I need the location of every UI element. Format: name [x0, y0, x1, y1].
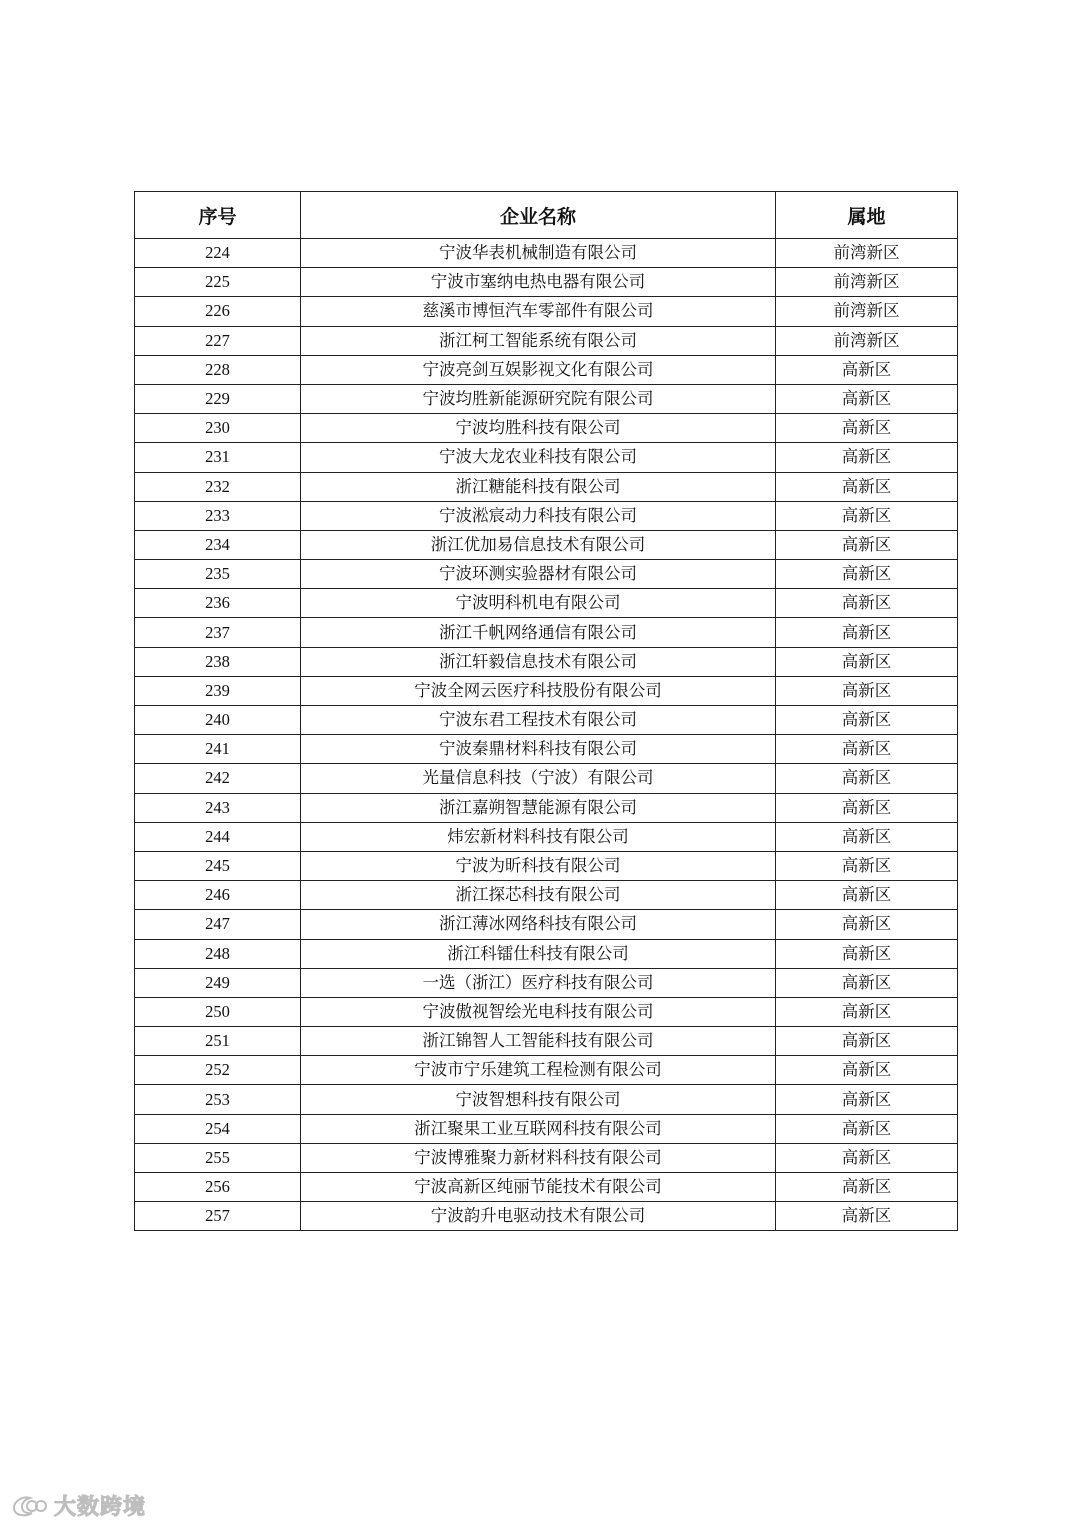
table-row — [135, 472, 958, 501]
row-seq-cell: 232 — [135, 472, 301, 501]
row-region-cell: 高新区 — [776, 851, 958, 880]
row-company-name-cell: 宁波淞宸动力科技有限公司 — [301, 501, 776, 530]
table-row — [135, 239, 958, 268]
row-company-name-cell: 宁波均胜新能源研究院有限公司 — [301, 384, 776, 413]
table-row — [135, 676, 958, 705]
row-region-cell: 高新区 — [776, 384, 958, 413]
row-company-name-cell: 浙江轩毅信息技术有限公司 — [301, 647, 776, 676]
row-company-name-cell: 浙江糖能科技有限公司 — [301, 472, 776, 501]
row-company-name-cell: 炜宏新材料科技有限公司 — [301, 822, 776, 851]
row-seq-cell: 230 — [135, 414, 301, 443]
row-seq-cell: 228 — [135, 355, 301, 384]
table-row — [135, 618, 958, 647]
row-company-name-cell: 宁波市塞纳电热电器有限公司 — [301, 268, 776, 297]
row-region-cell: 高新区 — [776, 414, 958, 443]
row-seq-cell: 240 — [135, 706, 301, 735]
table-row — [135, 443, 958, 472]
row-company-name-cell: 宁波傲视智绘光电科技有限公司 — [301, 997, 776, 1026]
row-company-name-cell: 宁波全网云医疗科技股份有限公司 — [301, 676, 776, 705]
table-row — [135, 647, 958, 676]
table-row — [135, 851, 958, 880]
row-company-name-cell: 浙江锦智人工智能科技有限公司 — [301, 1027, 776, 1056]
row-region-cell: 高新区 — [776, 1027, 958, 1056]
row-seq-cell: 224 — [135, 239, 301, 268]
row-region-cell: 高新区 — [776, 735, 958, 764]
row-company-name-cell: 宁波韵升电驱动技术有限公司 — [301, 1202, 776, 1231]
table-row — [135, 355, 958, 384]
row-company-name-cell: 浙江聚果工业互联网科技有限公司 — [301, 1114, 776, 1143]
row-seq-cell: 252 — [135, 1056, 301, 1085]
row-region-cell: 高新区 — [776, 1085, 958, 1114]
row-region-cell: 高新区 — [776, 793, 958, 822]
row-region-cell: 高新区 — [776, 443, 958, 472]
row-company-name-cell: 宁波亮剑互娱影视文化有限公司 — [301, 355, 776, 384]
enterprise-table — [134, 191, 958, 1231]
row-seq-cell: 234 — [135, 530, 301, 559]
row-seq-cell: 250 — [135, 997, 301, 1026]
table-row — [135, 560, 958, 589]
row-company-name-cell: 浙江优加易信息技术有限公司 — [301, 530, 776, 559]
row-seq-cell: 242 — [135, 764, 301, 793]
row-seq-cell: 237 — [135, 618, 301, 647]
table-row — [135, 384, 958, 413]
table-row — [135, 764, 958, 793]
table-row — [135, 1202, 958, 1231]
table-row — [135, 793, 958, 822]
row-seq-cell: 256 — [135, 1173, 301, 1202]
row-region-cell: 高新区 — [776, 647, 958, 676]
table-row — [135, 997, 958, 1026]
row-company-name-cell: 浙江柯工智能系统有限公司 — [301, 326, 776, 355]
header-region: 属地 — [776, 192, 958, 239]
row-region-cell: 高新区 — [776, 910, 958, 939]
row-region-cell: 前湾新区 — [776, 297, 958, 326]
row-region-cell: 高新区 — [776, 968, 958, 997]
row-company-name-cell: 浙江千帆网络通信有限公司 — [301, 618, 776, 647]
table-row — [135, 968, 958, 997]
row-company-name-cell: 宁波东君工程技术有限公司 — [301, 706, 776, 735]
header-name: 企业名称 — [301, 192, 776, 239]
row-seq-cell: 225 — [135, 268, 301, 297]
row-seq-cell: 254 — [135, 1114, 301, 1143]
row-company-name-cell: 宁波博雅聚力新材料科技有限公司 — [301, 1143, 776, 1172]
table-row — [135, 1027, 958, 1056]
table-row — [135, 1143, 958, 1172]
row-company-name-cell: 慈溪市博恒汽车零部件有限公司 — [301, 297, 776, 326]
watermark-text: 大数跨境 — [54, 1494, 147, 1520]
table-header-row — [135, 192, 958, 239]
row-company-name-cell: 宁波大龙农业科技有限公司 — [301, 443, 776, 472]
row-seq-cell: 229 — [135, 384, 301, 413]
row-region-cell: 前湾新区 — [776, 239, 958, 268]
row-seq-cell: 239 — [135, 676, 301, 705]
row-region-cell: 高新区 — [776, 706, 958, 735]
table-row — [135, 297, 958, 326]
row-seq-cell: 243 — [135, 793, 301, 822]
row-region-cell: 高新区 — [776, 618, 958, 647]
row-seq-cell: 249 — [135, 968, 301, 997]
row-seq-cell: 244 — [135, 822, 301, 851]
weibo-eye-icon — [10, 1492, 48, 1518]
row-company-name-cell: 宁波高新区纯丽节能技术有限公司 — [301, 1173, 776, 1202]
row-company-name-cell: 宁波均胜科技有限公司 — [301, 414, 776, 443]
row-seq-cell: 247 — [135, 910, 301, 939]
table-row — [135, 1056, 958, 1085]
row-region-cell: 高新区 — [776, 997, 958, 1026]
table-row — [135, 414, 958, 443]
row-region-cell: 高新区 — [776, 560, 958, 589]
row-seq-cell: 248 — [135, 939, 301, 968]
row-region-cell: 高新区 — [776, 764, 958, 793]
row-company-name-cell: 浙江嘉朔智慧能源有限公司 — [301, 793, 776, 822]
row-company-name-cell: 宁波为昕科技有限公司 — [301, 851, 776, 880]
table-row — [135, 910, 958, 939]
row-region-cell: 前湾新区 — [776, 268, 958, 297]
table-row — [135, 822, 958, 851]
table-row — [135, 1085, 958, 1114]
row-company-name-cell: 光量信息科技（宁波）有限公司 — [301, 764, 776, 793]
table-row — [135, 268, 958, 297]
row-company-name-cell: 宁波华表机械制造有限公司 — [301, 239, 776, 268]
table-row — [135, 706, 958, 735]
row-company-name-cell: 宁波明科机电有限公司 — [301, 589, 776, 618]
table-row — [135, 735, 958, 764]
row-region-cell: 高新区 — [776, 1173, 958, 1202]
row-seq-cell: 235 — [135, 560, 301, 589]
table-row — [135, 939, 958, 968]
row-region-cell: 高新区 — [776, 1143, 958, 1172]
table-row — [135, 589, 958, 618]
row-seq-cell: 241 — [135, 735, 301, 764]
row-region-cell: 高新区 — [776, 472, 958, 501]
row-seq-cell: 245 — [135, 851, 301, 880]
row-seq-cell: 227 — [135, 326, 301, 355]
row-company-name-cell: 浙江探芯科技有限公司 — [301, 881, 776, 910]
row-seq-cell: 233 — [135, 501, 301, 530]
row-region-cell: 高新区 — [776, 530, 958, 559]
table-row — [135, 1173, 958, 1202]
table-row — [135, 501, 958, 530]
table-row — [135, 1114, 958, 1143]
row-seq-cell: 236 — [135, 589, 301, 618]
row-region-cell: 高新区 — [776, 676, 958, 705]
row-seq-cell: 231 — [135, 443, 301, 472]
row-seq-cell: 255 — [135, 1143, 301, 1172]
row-company-name-cell: 宁波智想科技有限公司 — [301, 1085, 776, 1114]
row-region-cell: 高新区 — [776, 589, 958, 618]
watermark — [10, 1490, 146, 1520]
row-seq-cell: 253 — [135, 1085, 301, 1114]
header-seq: 序号 — [135, 192, 301, 239]
row-region-cell: 高新区 — [776, 1114, 958, 1143]
row-seq-cell: 257 — [135, 1202, 301, 1231]
row-region-cell: 高新区 — [776, 1202, 958, 1231]
row-company-name-cell: 宁波市宁乐建筑工程检测有限公司 — [301, 1056, 776, 1085]
row-region-cell: 前湾新区 — [776, 326, 958, 355]
row-region-cell: 高新区 — [776, 881, 958, 910]
row-seq-cell: 238 — [135, 647, 301, 676]
row-seq-cell: 226 — [135, 297, 301, 326]
table-row — [135, 530, 958, 559]
row-seq-cell: 251 — [135, 1027, 301, 1056]
row-company-name-cell: 浙江薄冰网络科技有限公司 — [301, 910, 776, 939]
row-region-cell: 高新区 — [776, 355, 958, 384]
row-company-name-cell: 一选（浙江）医疗科技有限公司 — [301, 968, 776, 997]
table-row — [135, 326, 958, 355]
table-body — [135, 239, 958, 1231]
row-region-cell: 高新区 — [776, 501, 958, 530]
row-region-cell: 高新区 — [776, 822, 958, 851]
row-region-cell: 高新区 — [776, 939, 958, 968]
row-company-name-cell: 宁波秦鼎材料科技有限公司 — [301, 735, 776, 764]
row-company-name-cell: 宁波环测实验器材有限公司 — [301, 560, 776, 589]
row-company-name-cell: 浙江科镭仕科技有限公司 — [301, 939, 776, 968]
table-row — [135, 881, 958, 910]
row-seq-cell: 246 — [135, 881, 301, 910]
row-region-cell: 高新区 — [776, 1056, 958, 1085]
